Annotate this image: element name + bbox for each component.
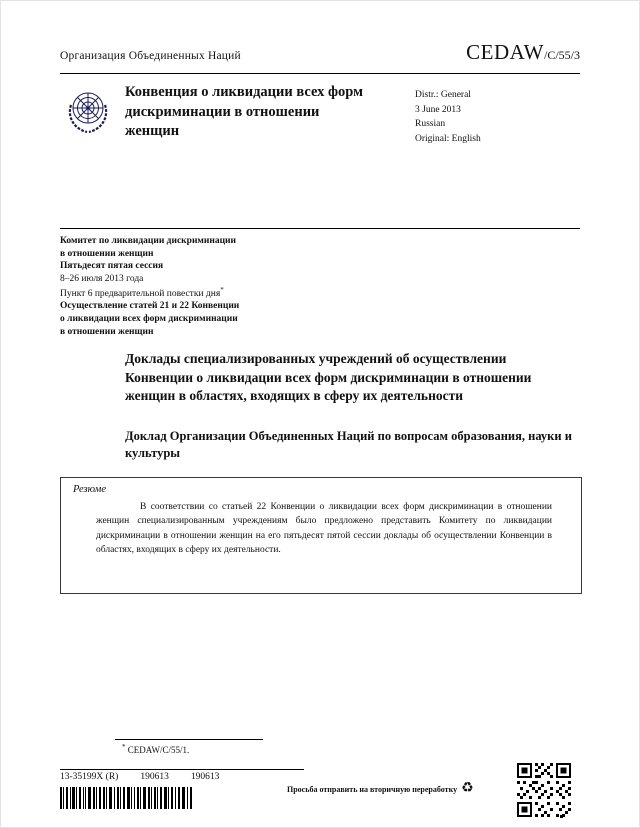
header-divider xyxy=(60,73,580,74)
doc-symbol xyxy=(466,40,580,65)
recycle-icon: ♻ xyxy=(461,781,474,796)
footnote xyxy=(122,743,189,755)
summary-box xyxy=(60,477,582,594)
agenda-topic-cont2: в отношении женщин xyxy=(60,326,154,337)
job-number-line xyxy=(60,772,241,782)
footnote-marker-ref: * xyxy=(220,285,224,294)
session-dates: 8–26 июля 2013 года xyxy=(60,273,144,284)
distribution-info xyxy=(415,88,481,147)
committee-name: Комитет по ликвидации дискриминации xyxy=(60,236,237,246)
job-date-1: 190613 xyxy=(140,772,169,782)
date-line: 3 June 2013 xyxy=(415,104,461,115)
footnote-text: CEDAW/C/55/1. xyxy=(127,745,190,755)
committee-name-cont: в отношении женщин xyxy=(60,248,154,259)
masthead-divider xyxy=(60,228,580,229)
agenda-item xyxy=(60,286,360,301)
job-date-2: 190613 xyxy=(190,772,220,782)
barcode xyxy=(60,787,192,809)
doc-symbol-suffix: /C/55/3 xyxy=(543,48,580,62)
agenda-topic-cont: о ликвидации всех форм дискриминации xyxy=(60,313,238,324)
language-line: Russian xyxy=(415,119,446,130)
distr-line: Distr.: General xyxy=(415,90,471,100)
recycle-text: Просьба отправить на вторичную переработку xyxy=(287,784,458,794)
footnote-divider xyxy=(115,739,263,740)
session-number: Пятьдесят пятая сессия xyxy=(60,261,164,272)
org-name: Организация Объединенных Наций xyxy=(60,50,241,62)
convention-title: Конвенция о ликвидации всех форм дискриминации в отношении женщин xyxy=(125,84,364,140)
qr-code xyxy=(516,762,572,818)
agenda-topic: Осуществление статей 21 и 22 Конвенции xyxy=(60,301,240,312)
agenda-item-text: Пункт 6 предварительной повестки дня xyxy=(60,288,221,299)
footnote-marker: * xyxy=(122,743,126,751)
report-title: Доклады специализированных учреждений об осуществлении Конвенции о ликвидации всех форм дискриминации в отношении женщин в областях, входящих в сферу их деятельности xyxy=(125,351,532,404)
session-info xyxy=(60,235,360,338)
footer-divider xyxy=(60,769,304,770)
summary-paragraph: В соответствии со статьей 22 Конвенции о ликвидации всех форм дискриминации в отношении женщин специализированным учреждениям было предложено представить Комитету по ликвидации дискриминации в отношении женщин на его пятьдесят пятой сессии доклады об осуществлении Конвенции в областях, входящих в сферу их деятельности. xyxy=(96,502,552,555)
summary-label: Резюме xyxy=(73,484,107,495)
original-language-line: Original: English xyxy=(415,134,481,145)
recycle-note xyxy=(287,782,474,796)
un-emblem-logo xyxy=(62,84,114,140)
doc-symbol-main: CEDAW xyxy=(466,40,544,64)
document-header-row xyxy=(60,40,580,65)
report-subtitle: Доклад Организации Объединенных Наций по вопросам образования, науки и культуры xyxy=(125,429,572,460)
job-code: 13-35199X (R) xyxy=(60,772,119,782)
